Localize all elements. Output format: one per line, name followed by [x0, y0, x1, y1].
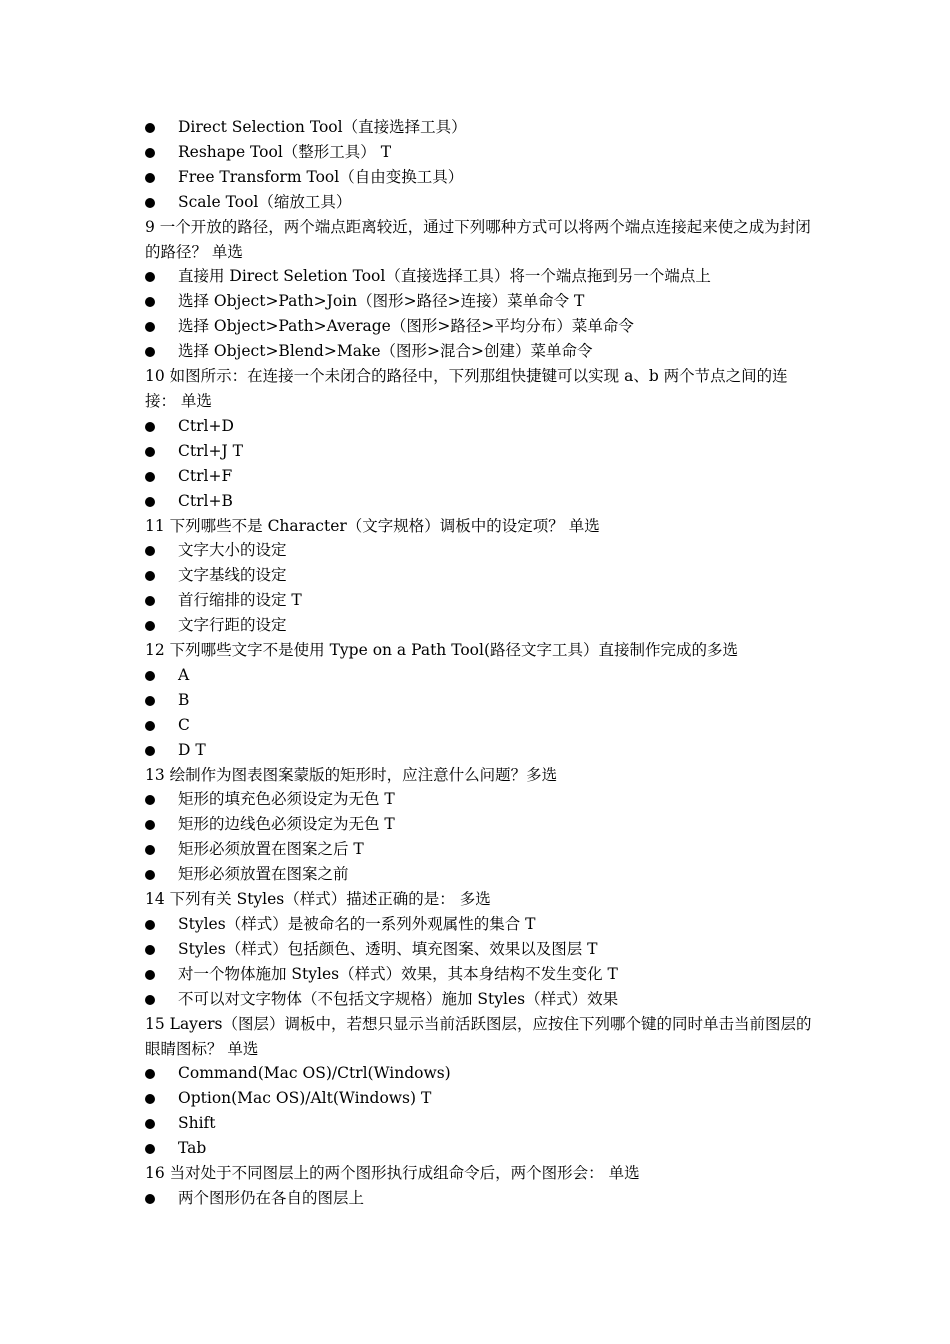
item-text: 两个图形仍在各自的图层上 — [178, 1188, 365, 1207]
bullet-icon — [145, 472, 155, 482]
bullet-icon — [145, 1119, 155, 1129]
item-text: 不可以对文字物体（不包括文字规格）施加 Styles（样式）效果 — [178, 989, 619, 1008]
option-item — [145, 165, 815, 190]
item-text: 首行缩排的设定 T — [178, 591, 302, 610]
bullet-icon — [145, 447, 155, 457]
item-text: 文字大小的设定 — [178, 541, 287, 560]
bullet-icon — [145, 920, 155, 930]
option-item — [145, 563, 815, 588]
bullet-icon — [145, 546, 155, 556]
option-item — [145, 439, 815, 464]
option-item — [145, 489, 815, 514]
bullet-icon — [145, 422, 155, 432]
option-item — [145, 787, 815, 812]
bullet-icon — [145, 272, 155, 282]
bullet-icon — [145, 696, 155, 706]
bullet-icon — [145, 571, 155, 581]
option-item — [145, 588, 815, 613]
item-text: 16 当对处于不同图层上的两个图形执行成组命令后，两个图形会： 单选 — [145, 1164, 640, 1183]
item-text: 矩形的填充色必须设定为无色 T — [178, 790, 395, 809]
option-item — [145, 1061, 815, 1086]
option-item — [145, 140, 815, 165]
bullet-icon — [145, 596, 155, 606]
item-text: 矩形的边线色必须设定为无色 T — [178, 815, 395, 834]
item-text: Styles（样式）包括颜色、透明、填充图案、效果以及图层 T — [178, 939, 598, 958]
option-item — [145, 837, 815, 862]
option-item — [145, 713, 815, 738]
item-text: Direct Selection Tool（直接选择工具） — [178, 118, 467, 136]
option-item — [145, 912, 815, 937]
option-item — [145, 1186, 815, 1211]
item-text: Styles（样式）是被命名的一系列外观属性的集合 T — [178, 915, 536, 933]
item-text: 选择 Object>Path>Join（图形>路径>连接）菜单命令 T — [178, 292, 585, 311]
bullet-icon — [145, 621, 155, 631]
bullet-icon — [145, 297, 155, 307]
item-text: A — [178, 665, 190, 684]
bullet-icon — [145, 347, 155, 357]
bullet-icon — [145, 995, 155, 1005]
item-text: 文字行距的设定 — [178, 616, 287, 635]
bullet-icon — [145, 173, 155, 183]
document-body — [145, 115, 815, 1211]
option-item — [145, 688, 815, 713]
bullet-icon — [145, 671, 155, 681]
item-text: 14 下列有关 Styles（样式）描述正确的是： 多选 — [145, 890, 491, 909]
option-item — [145, 1111, 815, 1136]
question-text — [145, 763, 815, 788]
option-item — [145, 987, 815, 1012]
option-item — [145, 538, 815, 563]
option-item — [145, 738, 815, 763]
bullet-icon — [145, 1069, 155, 1079]
item-text: 11 下列哪些不是 Character（文字规格）调板中的设定项？ 单选 — [145, 516, 600, 535]
question-text — [145, 364, 815, 414]
bullet-icon — [145, 123, 155, 133]
option-item — [145, 962, 815, 987]
item-text: 文字基线的设定 — [178, 566, 287, 585]
item-text: 矩形必须放置在图案之前 — [178, 865, 349, 884]
option-item — [145, 289, 815, 314]
option-item — [145, 190, 815, 215]
item-text: 对一个物体施加 Styles（样式）效果，其本身结构不发生变化 T — [178, 964, 618, 983]
bullet-icon — [145, 721, 155, 731]
item-text: D T — [178, 740, 206, 759]
item-text: 选择 Object>Path>Average（图形>路径>平均分布）菜单命令 — [178, 317, 634, 336]
bullet-icon — [145, 746, 155, 756]
option-item — [145, 862, 815, 887]
item-text: Free Transform Tool（自由变换工具） — [178, 167, 464, 186]
item-text: Command(Mac OS)/Ctrl(Windows) — [178, 1064, 451, 1083]
bullet-icon — [145, 945, 155, 955]
option-item — [145, 663, 815, 688]
item-text: Option(Mac OS)/Alt(Windows) T — [178, 1089, 432, 1108]
question-text — [145, 215, 815, 265]
item-text: C — [178, 715, 190, 734]
question-text — [145, 1161, 815, 1186]
question-text — [145, 638, 815, 663]
item-text: 15 Layers（图层）调板中，若想只显示当前活跃图层，应按住下列哪个键的同时单击当前图层的眼睛图标？ 单选 — [145, 1014, 812, 1058]
question-text — [145, 514, 815, 539]
bullet-icon — [145, 322, 155, 332]
item-text: 选择 Object>Blend>Make（图形>混合>创建）菜单命令 — [178, 342, 593, 361]
option-item — [145, 314, 815, 339]
bullet-icon — [145, 148, 155, 158]
bullet-icon — [145, 870, 155, 880]
item-text: 12 下列哪些文字不是使用 Type on a Path Tool(路径文字工具）直接制作完成的多选 — [145, 641, 739, 660]
option-item — [145, 613, 815, 638]
question-text — [145, 1012, 815, 1062]
option-item — [145, 937, 815, 962]
bullet-icon — [145, 795, 155, 805]
bullet-icon — [145, 820, 155, 830]
item-text: Reshape Tool（整形工具） T — [178, 142, 392, 161]
item-text: Ctrl+D — [178, 416, 234, 435]
option-item — [145, 115, 815, 140]
bullet-icon — [145, 1194, 155, 1204]
bullet-icon — [145, 497, 155, 507]
bullet-icon — [145, 845, 155, 855]
item-text: 直接用 Direct Seletion Tool（直接选择工具）将一个端点拖到另一个端点上 — [178, 267, 711, 286]
option-item — [145, 414, 815, 439]
item-text: Ctrl+B — [178, 491, 233, 510]
item-text: 9 一个开放的路径，两个端点距离较近，通过下列哪种方式可以将两个端点连接起来使之成为封闭的路径？ 单选 — [145, 217, 811, 261]
item-text: Scale Tool（缩放工具） — [178, 192, 352, 211]
option-item — [145, 812, 815, 837]
item-text: B — [178, 690, 190, 709]
item-text: 13 绘制作为图表图案蒙版的矩形时，应注意什么问题？多选 — [145, 765, 558, 784]
item-text: Ctrl+J T — [178, 441, 243, 460]
option-item — [145, 464, 815, 489]
option-item — [145, 339, 815, 364]
item-text: 10 如图所示：在连接一个未闭合的路径中，下列那组快捷键可以实现 a、b 两个节点之间的连接： 单选 — [145, 367, 788, 410]
bullet-icon — [145, 1144, 155, 1154]
bullet-icon — [145, 1094, 155, 1104]
item-text: Ctrl+F — [178, 466, 233, 485]
bullet-icon — [145, 970, 155, 980]
option-item — [145, 1136, 815, 1161]
question-text — [145, 887, 815, 912]
option-item — [145, 1086, 815, 1111]
item-text: Shift — [178, 1114, 216, 1133]
option-item — [145, 264, 815, 289]
bullet-icon — [145, 198, 155, 208]
item-text: 矩形必须放置在图案之后 T — [178, 840, 364, 859]
item-text: Tab — [178, 1139, 207, 1158]
